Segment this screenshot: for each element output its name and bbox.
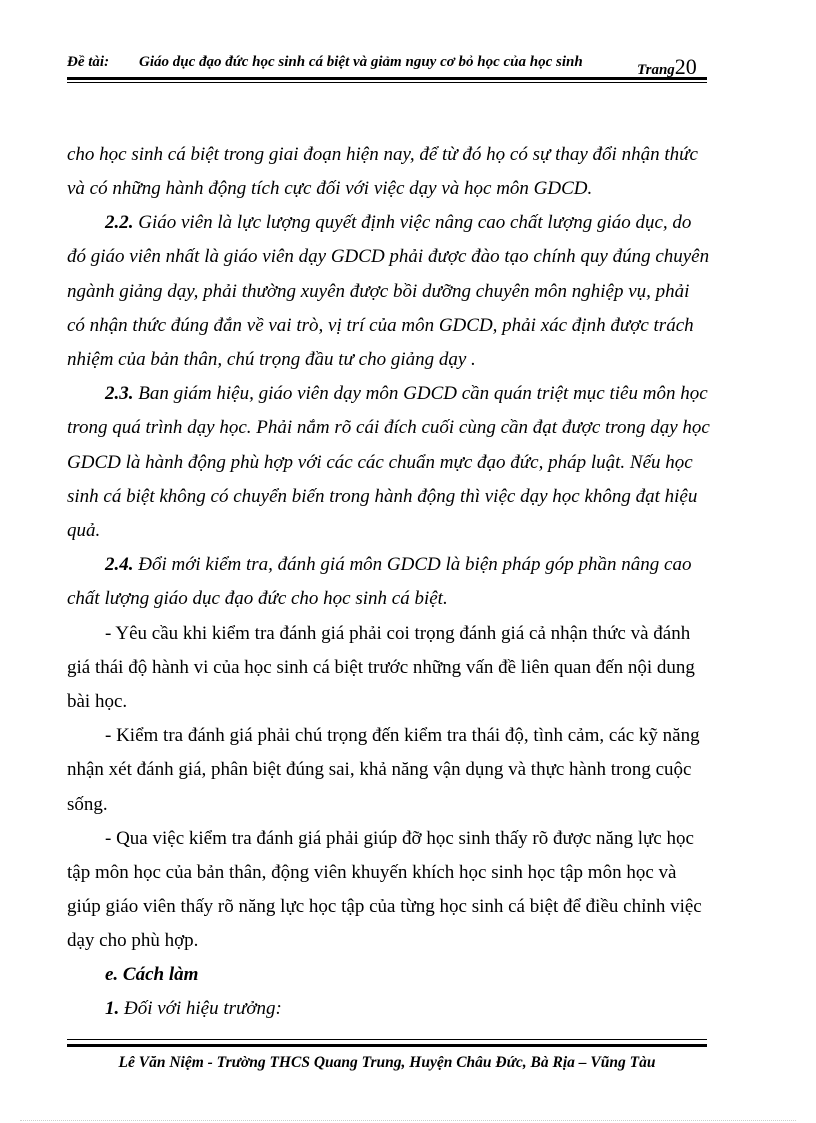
text-line: GDCD là hành động phù hợp với các các chuẩn mực đạo đức, pháp luật. Nếu học [67, 452, 693, 473]
text-line: ngành giảng dạy, phải thường xuyên được bồi dưỡng chuyên môn nghiệp vụ, phải [67, 281, 690, 302]
text-span: Ban giám hiệu, giáo viên dạy môn GDCD cần quán triệt mục tiêu môn học [133, 383, 708, 404]
text-line: trong quá trình dạy học. Phải nắm rõ cái đích cuối cùng cần đạt được trong dạy học [67, 417, 710, 438]
text-span: Đối với hiệu trưởng: [119, 998, 282, 1019]
text-span: Đổi mới kiểm tra, đánh giá môn GDCD là biện pháp góp phần nâng cao [133, 554, 692, 575]
text-line: có nhận thức đúng đắn về vai trò, vị trí của môn GDCD, phải xác định được trách [67, 315, 694, 336]
text-line: đó giáo viên nhất là giáo viên dạy GDCD phải được đào tạo chính quy đúng chuyên [67, 246, 710, 267]
header-rule-thin [67, 82, 707, 83]
paragraph-number: 2.3. [105, 383, 134, 404]
bullet-item: - Kiểm tra đánh giá phải chú trọng đến kiểm tra thái độ, tình cảm, các kỹ năng [105, 725, 700, 746]
section-heading-e [105, 962, 198, 988]
text-line: nhận xét đánh giá, phân biệt đúng sai, khả năng vận dụng và thực hành trong cuộc [67, 759, 692, 780]
footer-rule-thin [67, 1039, 707, 1040]
bullet-item: - Yêu cầu khi kiểm tra đánh giá phải coi trọng đánh giá cả nhận thức và đánh [105, 623, 691, 644]
text-line: bài học. [67, 691, 128, 712]
text-line: sinh cá biệt không có chuyển biến trong hành động thì việc dạy học không đạt hiệu [67, 486, 698, 507]
header-page-number: 20 [674, 54, 697, 79]
text-line: giúp giáo viên thấy rõ năng lực học tập của từng học sinh cá biệt để điều chỉnh việc [67, 896, 702, 917]
header-page-label: Trang [637, 62, 675, 78]
paragraph-2-4 [105, 552, 691, 578]
text-line: nhiệm của bản thân, chú trọng đầu tư cho giảng dạy . [67, 349, 476, 370]
paragraph-number: 2.4. [105, 554, 134, 575]
header-title: Giáo dục đạo đức học sinh cá biệt và giảm nguy cơ bỏ học của học sinh [139, 54, 583, 70]
text-line: tập môn học của bản thân, động viên khuyến khích học sinh học tập môn học và [67, 862, 677, 883]
text-span: Giáo viên là lực lượng quyết định việc nâng cao chất lượng giáo dục, do [133, 212, 692, 233]
text-line: quả. [67, 520, 101, 541]
subsection-number: 1. [105, 998, 120, 1019]
text-line: giá thái độ hành vi của học sinh cá biệt trước những vấn đề liên quan đến nội dung [67, 657, 695, 678]
page-footer: Lê Văn Niệm - Trường THCS Quang Trung, Huyện Châu Đức, Bà Rịa – Vũng Tàu [118, 1054, 656, 1071]
text-line: chất lượng giáo dục đạo đức cho học sinh cá biệt. [67, 588, 448, 609]
paragraph-number: 2.2. [105, 212, 134, 233]
section-heading-text: e. Cách làm [105, 964, 199, 985]
page-edge-divider [20, 1120, 796, 1121]
footer-rule-thick [67, 1044, 707, 1047]
paragraph-2-2 [105, 210, 691, 236]
header-label: Đề tài: [67, 54, 110, 70]
text-line: sống. [67, 794, 108, 815]
bullet-item: - Qua việc kiểm tra đánh giá phải giúp đỡ học sinh thấy rõ được năng lực học [105, 828, 694, 849]
header-rule-thick [67, 77, 707, 80]
text-line: dạy cho phù hợp. [67, 930, 199, 951]
text-line: và có những hành động tích cực đối với việc dạy và học môn GDCD. [67, 178, 593, 199]
subsection-1 [105, 996, 282, 1022]
text-line: cho học sinh cá biệt trong giai đoạn hiện nay, để từ đó họ có sự thay đổi nhận thức [67, 144, 698, 165]
paragraph-2-3 [105, 381, 708, 407]
